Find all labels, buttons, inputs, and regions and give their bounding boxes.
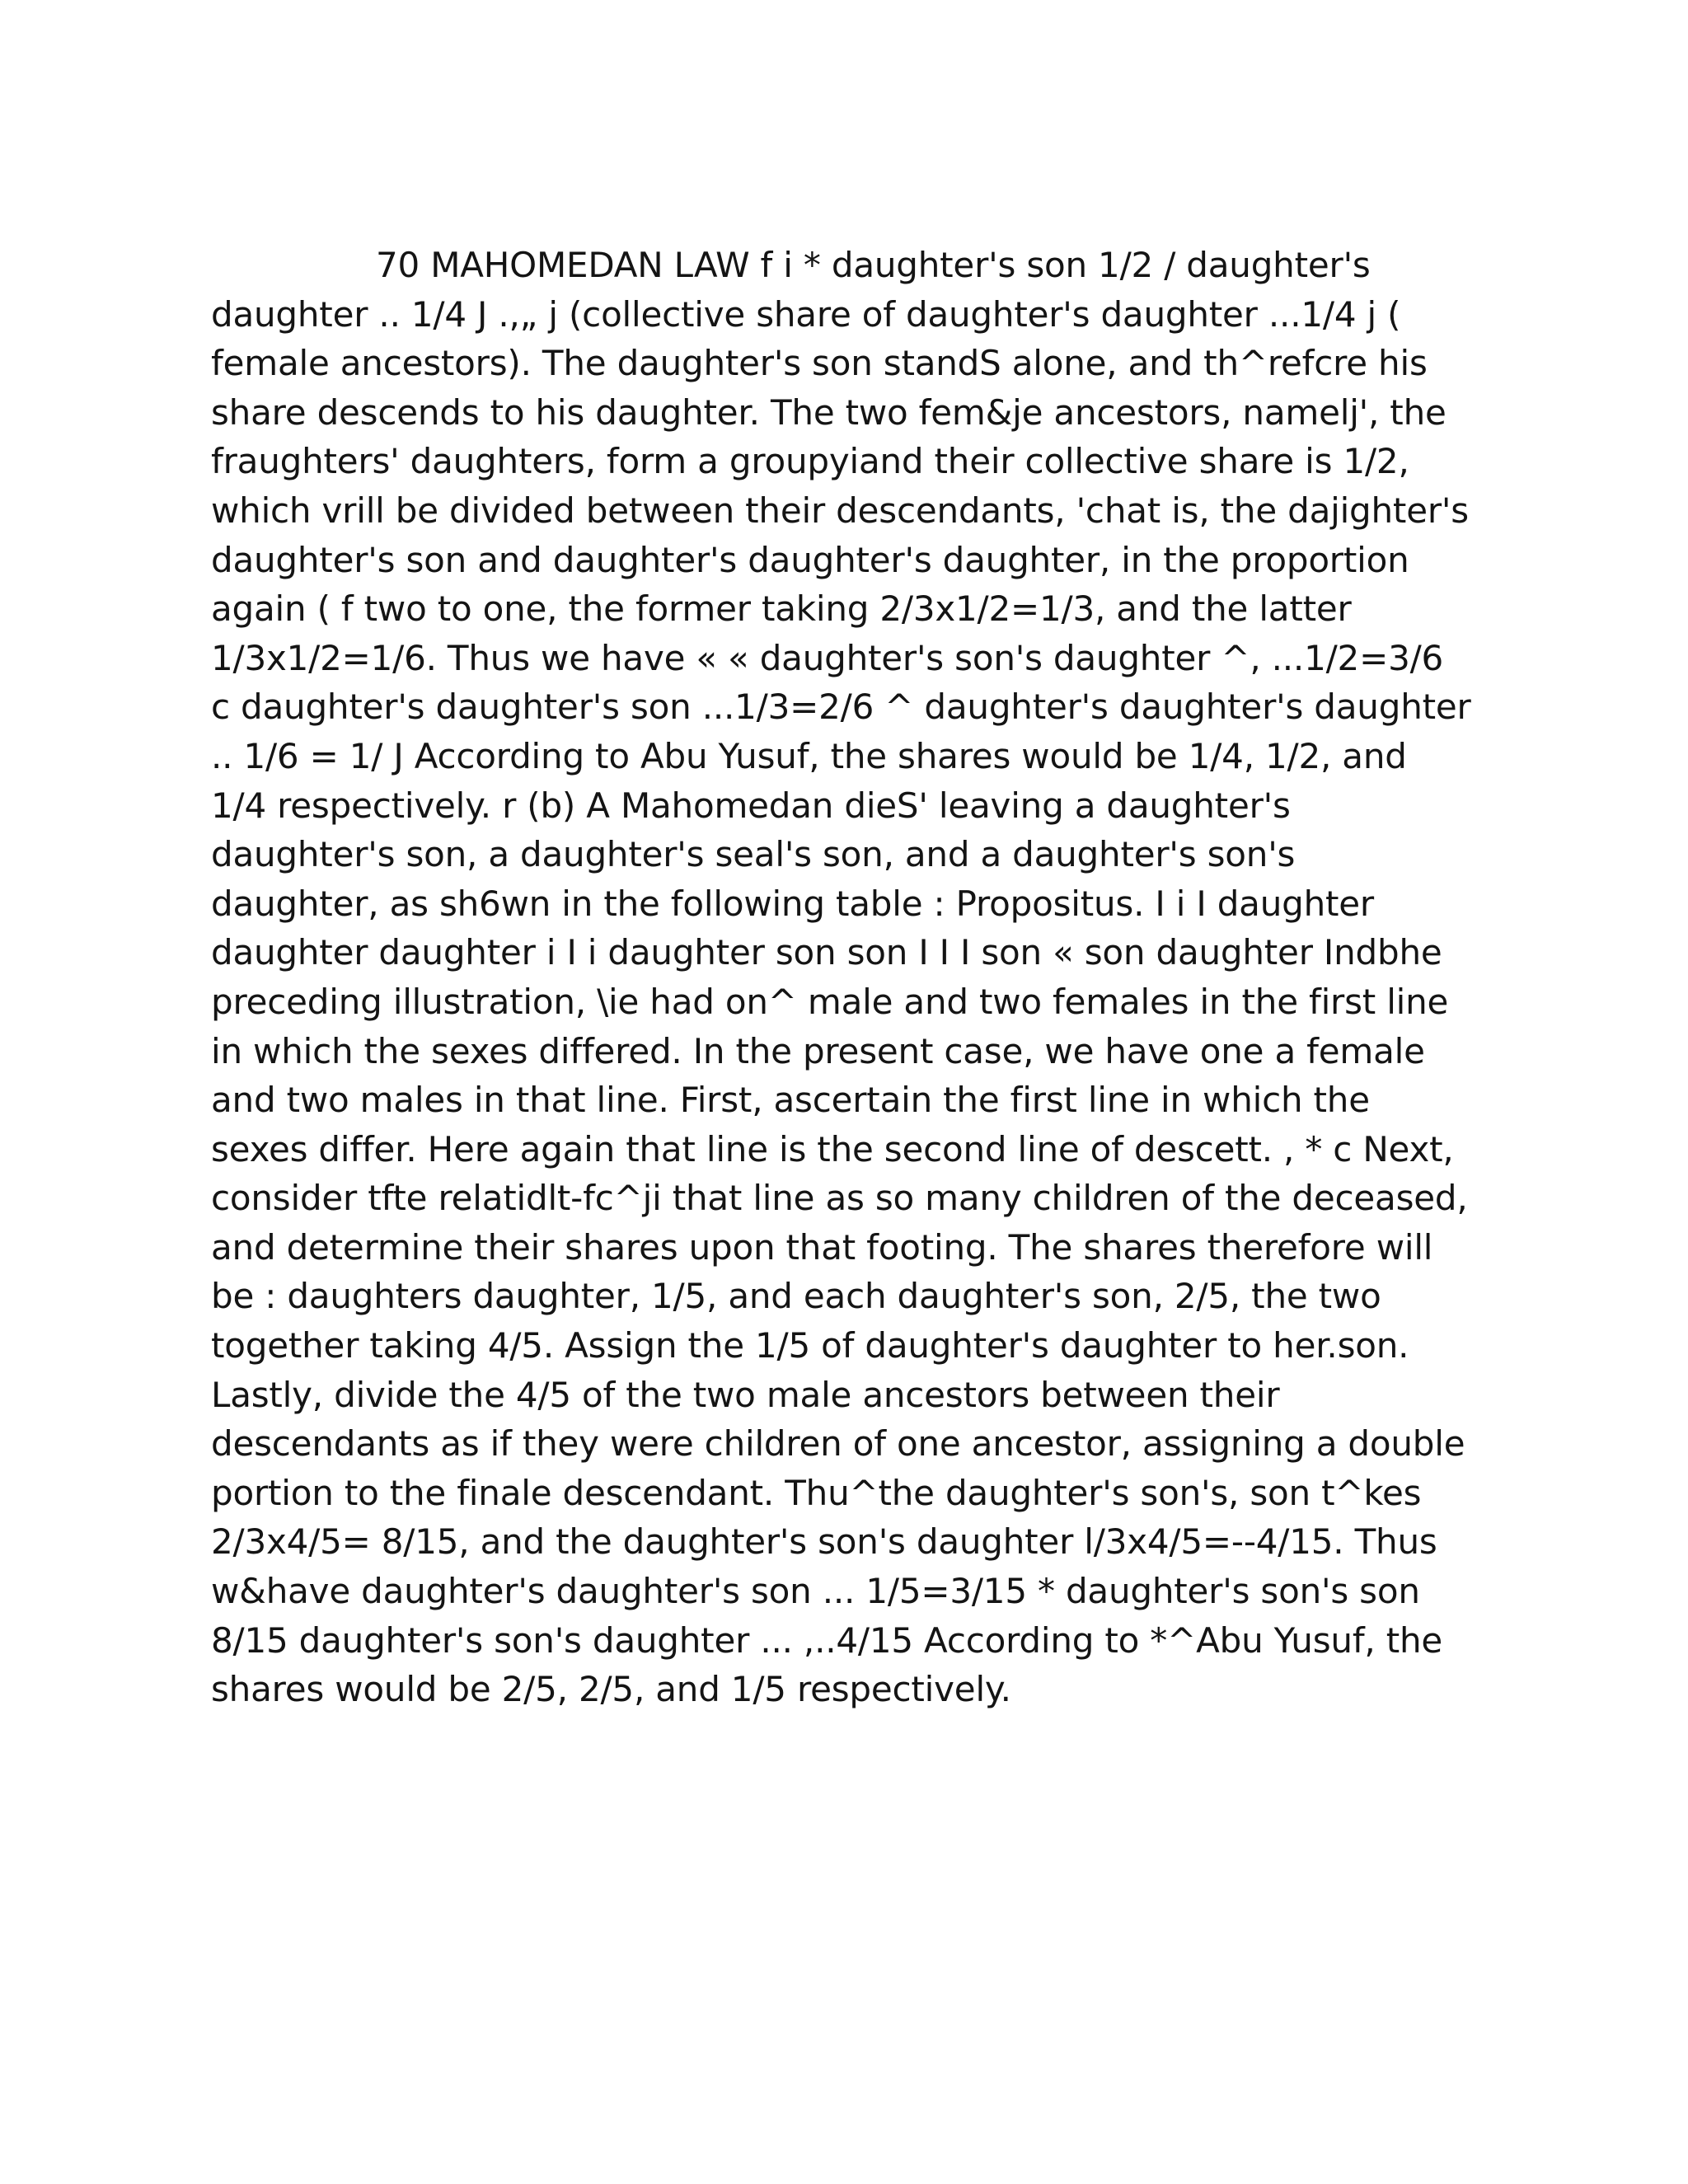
ocr-text-paragraph: 70 MAHOMEDAN LAW f i * daughter's son 1/2 / daughter's daughter .. 1/4 J .,„ j (collective share of daughter's daughter ...1/4 j ( female ancestors). The daughter's son standS alone, and th^refcre his share descends to his daughter. The two fem&je ancestors, namelj', the fraughters' daughters, form a groupyiand their collective share is 1/2, which vrill be divided between their descendants, 'chat is, the dajighter's daughter's son and daughter's daughter's daughter, in the proportion again ( f two to one, the former taking 2/3x1/2=1/3, and the latter 1/3x1/2=1/6. Thus we have « « daughter's son's daughter ^, ...1/2=3/6 c daughter's daughter's son ...1/3=2/6 ^ daughter's daughter's daughter .. 1/6 = 1/ J According to Abu Yusuf, the shares would be 1/4, 1/2, and 1/4 respectively. r (b) A Mahomedan dieS' leaving a daughter's daughter's son, a daughter's seal's son, and a daughter's son's daughter, as sh6wn in the following table : Propositus. I i I daughter daughter daughter i I i daughter son son I I I son « son daughter Indbhe preceding illustration, \ie had on^ male and two females in the first line in which the sexes differed. In the present case, we have one a female and two males in that line. First, ascertain the first line in which the sexes differ. Here again that line is the second line of descett. , * c Next, consider tfte relatidlt-fc^ji that line as so many children of the deceased, and determine their shares upon that footing. The shares therefore will be : daughters daughter, 1/5, and each daughter's son, 2/5, the two together taking 4/5. Assign the 1/5 of daughter's daughter to her.son. Lastly, divide the 4/5 of the two male ancestors between their descendants as if they were children of one ancestor, assigning a double portion to the finale descendant. Thu^the daughter's son's, son t^kes 2/3x4/5= 8/15, and the daughter's son's daughter l/3x4/5=--4/15. Thus w&have daughter's daughter's son ... 1/5=3/15 * daughter's son's son 8/15 daughter's son's daughter ... ,..4/15 According to *^Abu Yusuf, the shares would be 2/5, 2/5, and 1/5 respectively. [211,245,1471,1710]
